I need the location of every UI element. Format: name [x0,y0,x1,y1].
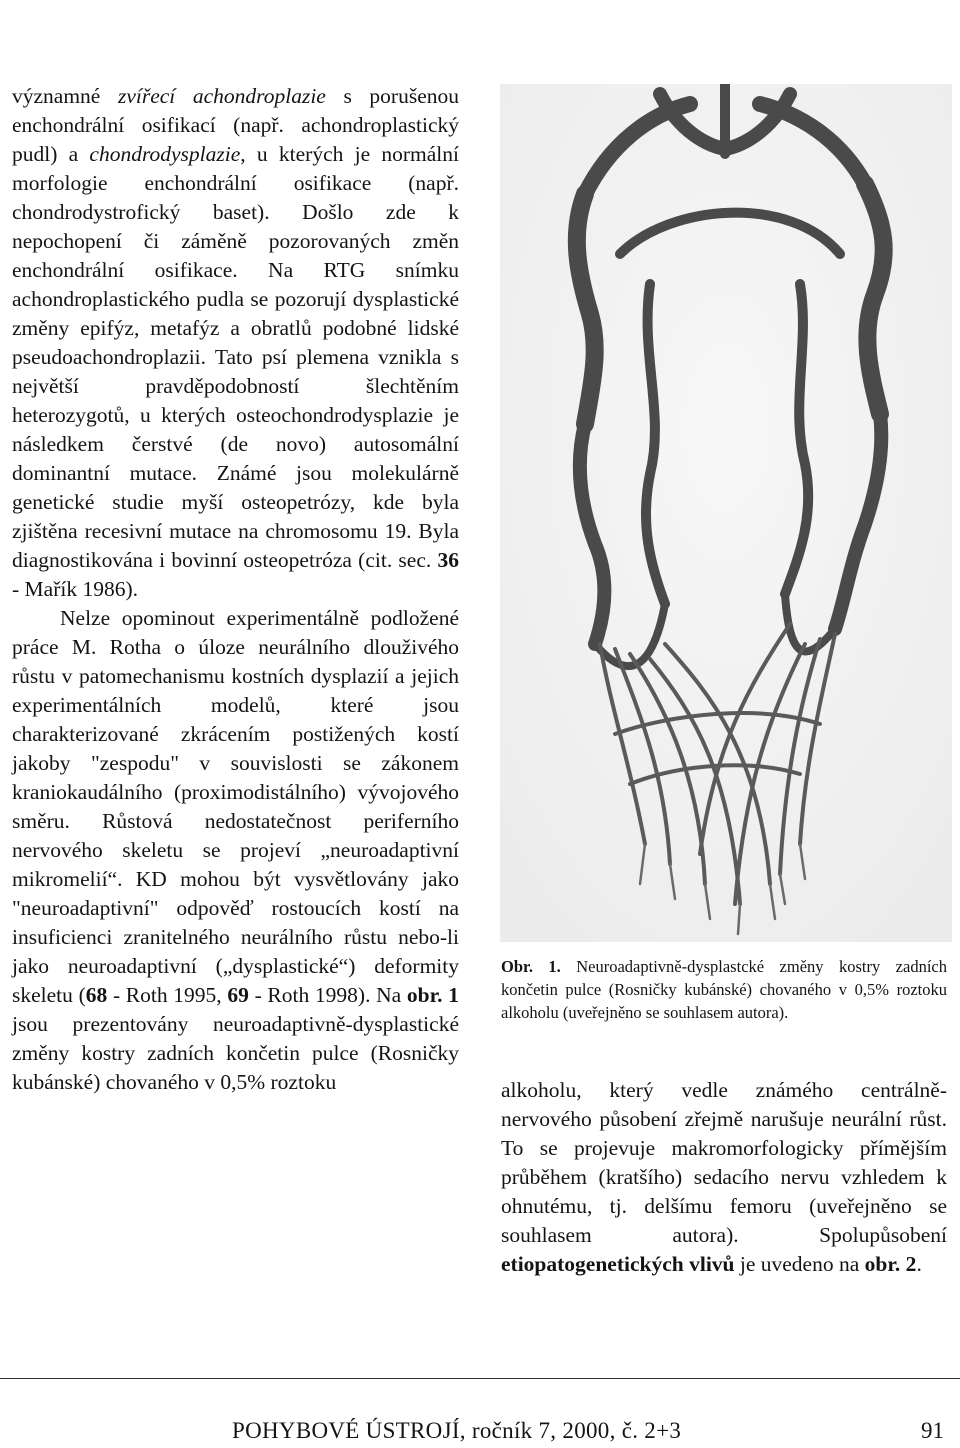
text-run: - Roth 1995, [107,983,228,1007]
text-run: je uvedeno na [734,1252,865,1276]
paragraph-roth-neural-growth [12,604,459,1097]
text-run: , u kterých je normální morfologie enchondrální osifikace (např. chondrodystrofický baset). Došlo zde k nepochopení či záměně pozorovaných změn enchondrální osifikace. Na RTG snímku achondroplastického pudla se pozorují dysplastické změny epifýz, metafýz a obratlů podobné lidské pseudoachondroplazii. Tato psí plemena vznikla s největší pravděpodobností šlechtěním heterozygotů, u kterých osteochondrodysplazie je následkem čerstvé (de novo) autosomální dominantní mutace. Známé jsou molekulárně genetické studie myší osteopetrózy, kde byla zjištěna recesivní mutace na chromosomu 19. Byla diagnostikována i bovinní osteopetróza (cit. sec. [12,142,459,572]
caption-label: Obr. 1. [501,957,561,976]
text-run: - Roth 1998). Na [248,983,407,1007]
text-run: alkoholu, který vedle známého centrálně-nervového působení zřejmě narušuje neurální růst. To se projevuje makromorfologicky přímějším průběhem (kratšího) sedacího nervu vzhledem k ohnutému, tj. delšímu femoru (uveřejněno se souhlasem autora). Spolupůsobení [501,1078,947,1247]
caption-body: Neuroadaptivně-dysplastcké změny kostry zadních končetin pulce (Rosničky kubánské) chovaného v 0,5% roztoku alkoholu (uveřejněno se souhlasem autora). [501,957,947,1022]
paragraph-alcohol-effect [501,1076,947,1279]
left-column [12,82,459,1097]
footer-divider [0,1378,960,1379]
right-column [501,1076,947,1279]
xray-image [500,84,952,942]
figure-caption [501,955,947,1024]
bold-term: etiopatogenetických vlivů [501,1252,735,1276]
text-run: jsou prezentovány neuroadaptivně-dysplastické změny kostry zadních končetin pulce (Rosničky kubánské) chovaného v 0,5% roztoku [12,1012,459,1094]
figure-reference: obr. 2 [864,1252,917,1276]
text-run: . [916,1252,922,1276]
figure-tadpole-skeleton-xray [500,84,952,942]
text-run: s porušenou enchondrální osifikací (např. achondroplastický pudl) a [12,84,460,166]
paragraph-animal-dysplasia [12,82,459,604]
text-run: Nelze opominout experimentálně podložené práce M. Rotha o úloze neurálního dlouživého růstu v patomechanismu kostních dysplazií a jejich experimentálních modelů, které jsou charakterizované zkrácením postižených kostí jakoby "zespodu" v souvislosti se zákonem kraniokaudálního (proximodistálního) vývojového směru. Růstová nedostatečnost periferního nervového skeletu se projeví „neuroadaptivní mikromelií“. KD mohou být vysvětlovány jako "neuroadaptivní" odpověď rostoucích kostí na insuficienci zranitelného neurálního růstu nebo-li jako neuroadaptivní („dysplastické“) deformity skeletu ( [12,606,459,1007]
page-number: 91 [921,1418,944,1443]
italic-term: chondrodysplazie [89,142,241,166]
reference-number: 68 [85,983,108,1007]
italic-term: zvířecí achondroplazie [117,84,326,108]
text-run: významné [12,84,118,108]
journal-footer: POHYBOVÉ ÚSTROJÍ, ročník 7, 2000, č. 2+3 [232,1418,682,1443]
figure-reference: obr. 1 [406,983,459,1007]
reference-number: 36 [437,548,459,572]
reference-number: 69 [227,983,249,1007]
text-run: - Mařík 1986). [12,577,138,601]
caption-text [501,955,947,1024]
